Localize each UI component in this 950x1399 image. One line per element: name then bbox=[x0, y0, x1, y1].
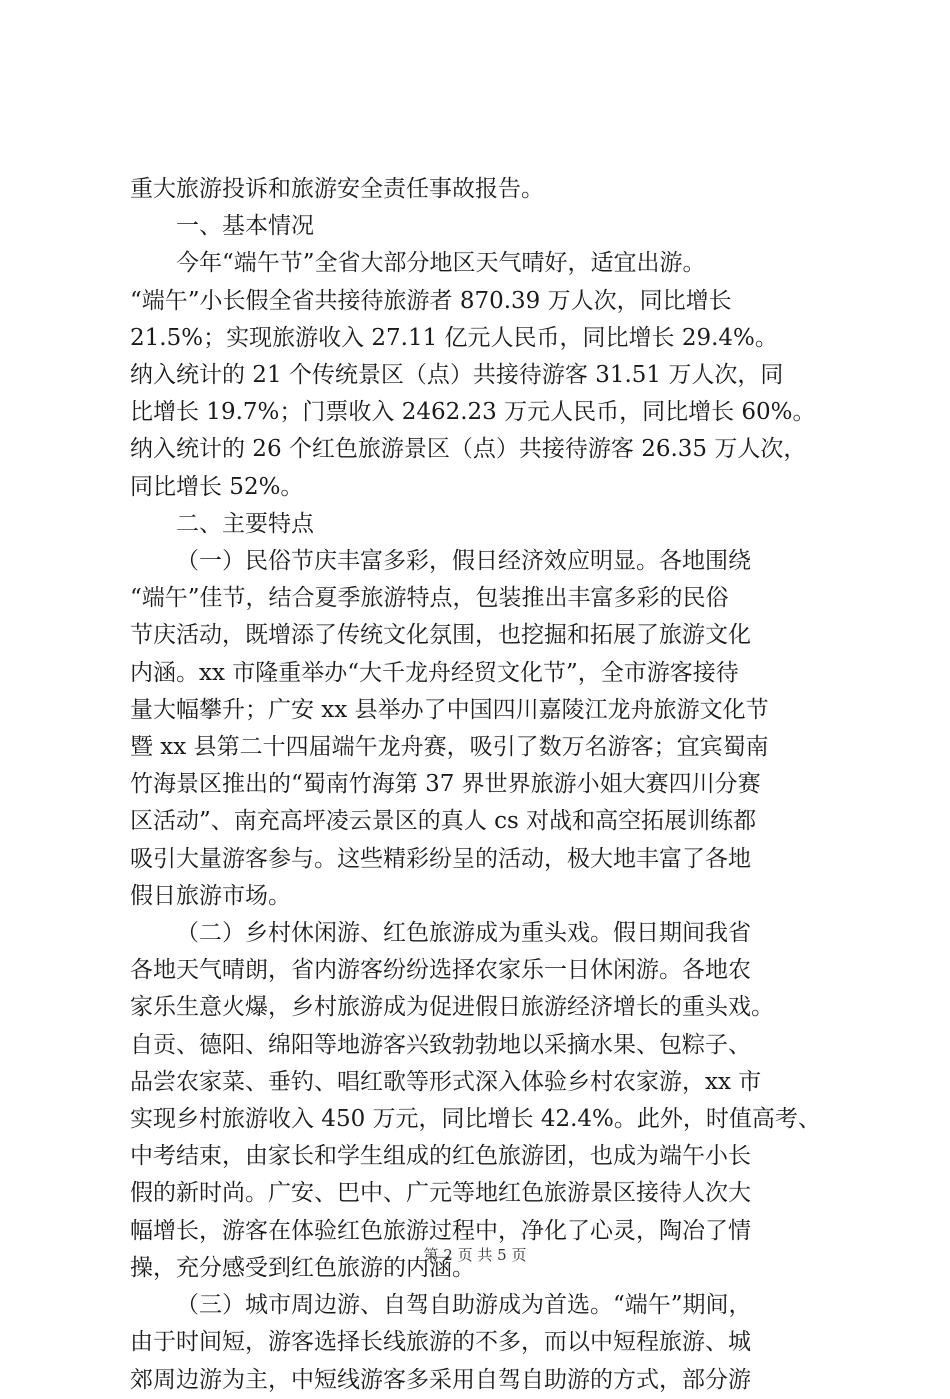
text-line: “端午”佳节，结合夏季旅游特点，包装推出丰富多彩的民俗 bbox=[130, 585, 729, 612]
page-footer bbox=[0, 1244, 950, 1265]
text-line: 幅增长，游客在体验红色旅游过程中，净化了心灵，陶冶了情 bbox=[130, 1217, 751, 1244]
text-line: 假日旅游市场。 bbox=[130, 882, 291, 909]
text-line: 实现乡村旅游收入 450 万元，同比增长 42.4%。此外，时值高考、 bbox=[130, 1106, 821, 1133]
text-line: 中考结束，由家长和学生组成的红色旅游团，也成为端午小长 bbox=[130, 1143, 751, 1170]
text-line: 吸引大量游客参与。这些精彩纷呈的活动，极大地丰富了各地 bbox=[130, 845, 751, 872]
text-line: 由于时间短，游客选择长线旅游的不多，而以中短程旅游、城 bbox=[130, 1329, 751, 1356]
section-heading-features: 二、主要特点 bbox=[176, 510, 314, 537]
text-line: 纳入统计的 21 个传统景区（点）共接待游客 31.51 万人次，同 bbox=[130, 362, 784, 389]
text-line: （一）民俗节庆丰富多彩，假日经济效应明显。各地围绕 bbox=[176, 548, 751, 575]
text-line: 区活动”、南充高坪凌云景区的真人 cs 对战和高空拓展训练都 bbox=[130, 808, 757, 835]
text-line: （三）城市周边游、自驾自助游成为首选。“端午”期间， bbox=[176, 1292, 752, 1319]
text-line: 郊周边游为主，中短线游客多采用自驾自助游的方式，部分游 bbox=[130, 1366, 751, 1393]
text-line: 节庆活动，既增添了传统文化氛围，也挖掘和拓展了旅游文化 bbox=[130, 622, 751, 649]
text-line: 比增长 19.7%；门票收入 2462.23 万元人民币，同比增长 60%。 bbox=[130, 399, 816, 426]
text-line: 自贡、德阳、绵阳等地游客兴致勃勃地以采摘水果、包粽子、 bbox=[130, 1031, 751, 1058]
text-line: 纳入统计的 26 个红色旅游景区（点）共接待游客 26.35 万人次， bbox=[130, 436, 807, 463]
text-line: 家乐生意火爆，乡村旅游成为促进假日旅游经济增长的重头戏。 bbox=[130, 994, 774, 1021]
text-line: 同比增长 52%。 bbox=[130, 473, 304, 500]
text-line: （二）乡村休闲游、红色旅游成为重头戏。假日期间我省 bbox=[176, 920, 751, 947]
text-line: 假的新时尚。广安、巴中、广元等地红色旅游景区接待人次大 bbox=[130, 1180, 751, 1207]
section-heading-basic: 一、基本情况 bbox=[176, 213, 314, 240]
text-line: “端午”小长假全省共接待旅游者 870.39 万人次，同比增长 bbox=[130, 287, 732, 314]
text-line: 内涵。xx 市隆重举办“大千龙舟经贸文化节”，全市游客接待 bbox=[130, 659, 739, 686]
text-line: 品尝农家菜、垂钓、唱红歌等形式深入体验乡村农家游，xx 市 bbox=[130, 1068, 762, 1095]
text-line: 今年“端午节”全省大部分地区天气晴好，适宜出游。 bbox=[176, 250, 706, 277]
text-line: 量大幅攀升；广安 xx 县举办了中国四川嘉陵江龙舟旅游文化节 bbox=[130, 696, 769, 723]
page-number-label: 第 2 页 共 5 页 bbox=[423, 1246, 527, 1264]
document-body bbox=[130, 171, 830, 1399]
text-line: 重大旅游投诉和旅游安全责任事故报告。 bbox=[130, 176, 544, 202]
text-line: 21.5%；实现旅游收入 27.11 亿元人民币，同比增长 29.4%。 bbox=[130, 324, 778, 351]
text-line: 操，充分感受到红色旅游的内涵。 bbox=[130, 1254, 475, 1281]
text-line: 暨 xx 县第二十四届端午龙舟赛，吸引了数万名游客；宜宾蜀南 bbox=[130, 734, 769, 761]
text-line: 竹海景区推出的“蜀南竹海第 37 界世界旅游小姐大赛四川分赛 bbox=[130, 771, 761, 798]
text-line: 各地天气晴朗，省内游客纷纷选择农家乐一日休闲游。各地农 bbox=[130, 957, 751, 984]
